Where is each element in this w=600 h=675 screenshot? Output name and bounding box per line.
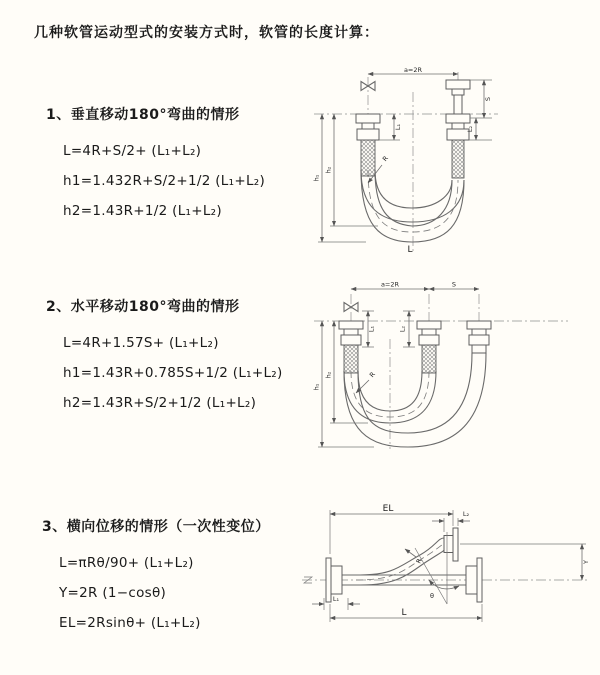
dim-label-h1: h₁ <box>312 383 321 391</box>
section-lateral-displacement <box>42 516 270 638</box>
middle-fitting <box>417 321 441 373</box>
dim-label-l1: L₁ <box>394 123 402 131</box>
braided-hose-section <box>452 140 464 178</box>
dim-label-r: R <box>414 557 424 565</box>
dim-label-a2r: a=2R <box>403 66 423 74</box>
dim-label-l1: L₁ <box>332 595 340 603</box>
centerlines <box>314 72 498 254</box>
dim-label-h2: h₂ <box>324 371 333 379</box>
left-flange <box>326 558 331 602</box>
dimensions <box>313 66 493 255</box>
dim-label-r: R <box>380 154 390 164</box>
dim-label-h2: h₂ <box>324 166 333 174</box>
dim-label-l2: L₂ <box>398 325 407 333</box>
dim-label-l: L <box>401 608 407 618</box>
section-2-heading: 2、水平移动180°弯曲的情形 <box>46 299 240 315</box>
formula-line: h1=1.43R+0.785S+1/2 (L₁+L₂) <box>63 365 283 381</box>
formula-line: h2=1.43R+S/2+1/2 (L₁+L₂) <box>63 395 257 411</box>
dim-label-l2: L₂ <box>462 510 470 518</box>
diagram-lateral-displacement <box>298 500 598 645</box>
s-curve-hose <box>356 528 458 585</box>
dim-label-l: L <box>407 245 413 255</box>
dim-label-el: EL <box>382 504 394 514</box>
dim-label-y: Y <box>582 560 590 564</box>
upper-flange <box>444 536 453 553</box>
dimensions <box>313 281 480 447</box>
dim-label-l2: L₂ <box>466 125 474 133</box>
dim-label-a2r: a=2R <box>380 281 400 289</box>
formula-line: EL=2Rsinθ+ (L₁+L₂) <box>59 615 201 631</box>
dim-label-s: S <box>484 96 492 102</box>
dim-label-r: R <box>367 370 377 380</box>
braided-hose-section <box>344 345 358 373</box>
section-3-heading: 3、横向位移的情形（一次性变位） <box>42 519 270 535</box>
hose-curves <box>344 353 486 447</box>
diagram-horizontal-180-bend <box>308 281 600 456</box>
dimensions <box>312 504 590 622</box>
braided-hose-section <box>422 345 436 373</box>
dim-label-h1: h₁ <box>312 174 321 182</box>
section-horizontal-bend <box>46 296 283 418</box>
dim-label-theta: θ <box>430 592 434 600</box>
formula-line: L=4R+S/2+ (L₁+L₂) <box>63 143 202 159</box>
formula-line: Y=2R (1−cosθ) <box>59 585 167 601</box>
hose-curves <box>361 170 464 242</box>
dim-label-l1: L₁ <box>367 325 376 333</box>
dim-label-s: S <box>451 281 457 289</box>
diagram-vertical-180-bend <box>306 66 596 266</box>
formula-line: h2=1.43R+1/2 (L₁+L₂) <box>63 203 222 219</box>
right-flange <box>466 566 477 594</box>
braided-hose-section <box>361 140 375 176</box>
page-title: 几种软管运动型式的安装方式时，软管的长度计算： <box>34 25 379 41</box>
section-1-heading: 1、垂直移动180°弯曲的情形 <box>46 107 240 123</box>
section-vertical-bend <box>46 104 265 226</box>
formula-line: L=πRθ/90+ (L₁+L₂) <box>59 555 194 571</box>
centerlines <box>302 577 588 583</box>
right-fitting <box>467 321 491 353</box>
formula-line: L=4R+1.57S+ (L₁+L₂) <box>63 335 219 351</box>
formula-line: h1=1.432R+S/2+1/2 (L₁+L₂) <box>63 173 266 189</box>
